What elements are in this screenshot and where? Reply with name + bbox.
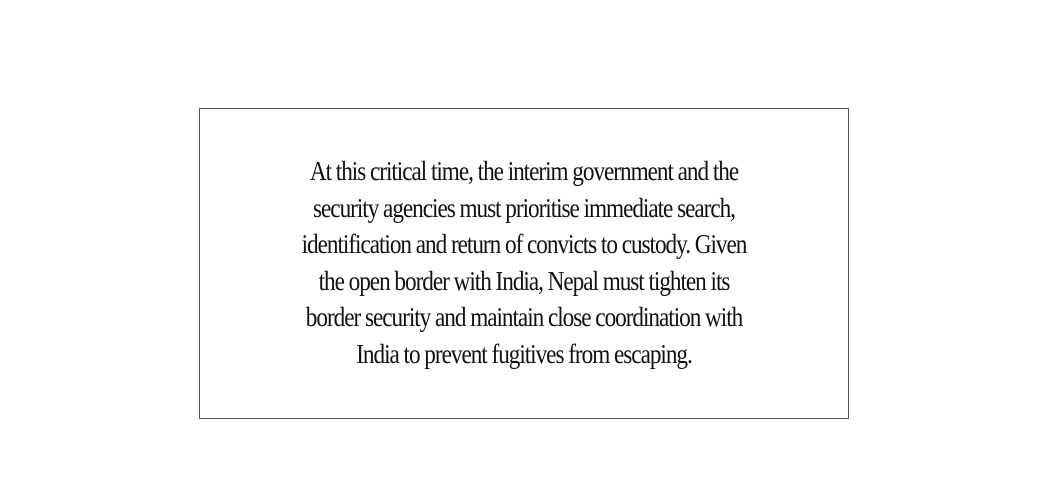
quote-line: India to prevent fugitives from escaping. [356, 338, 692, 369]
pull-quote-box [199, 108, 849, 419]
pull-quote-text [200, 153, 848, 372]
quote-line: the open border with India, Nepal must tighten its [318, 265, 730, 296]
quote-line: identification and return of convicts to custody. Given [301, 229, 747, 259]
quote-line: security agencies must prioritise immediate search, [313, 192, 735, 223]
quote-line: border security and maintain close coordination with [305, 302, 743, 332]
quote-line: At this critical time, the interim government and the [309, 156, 739, 186]
